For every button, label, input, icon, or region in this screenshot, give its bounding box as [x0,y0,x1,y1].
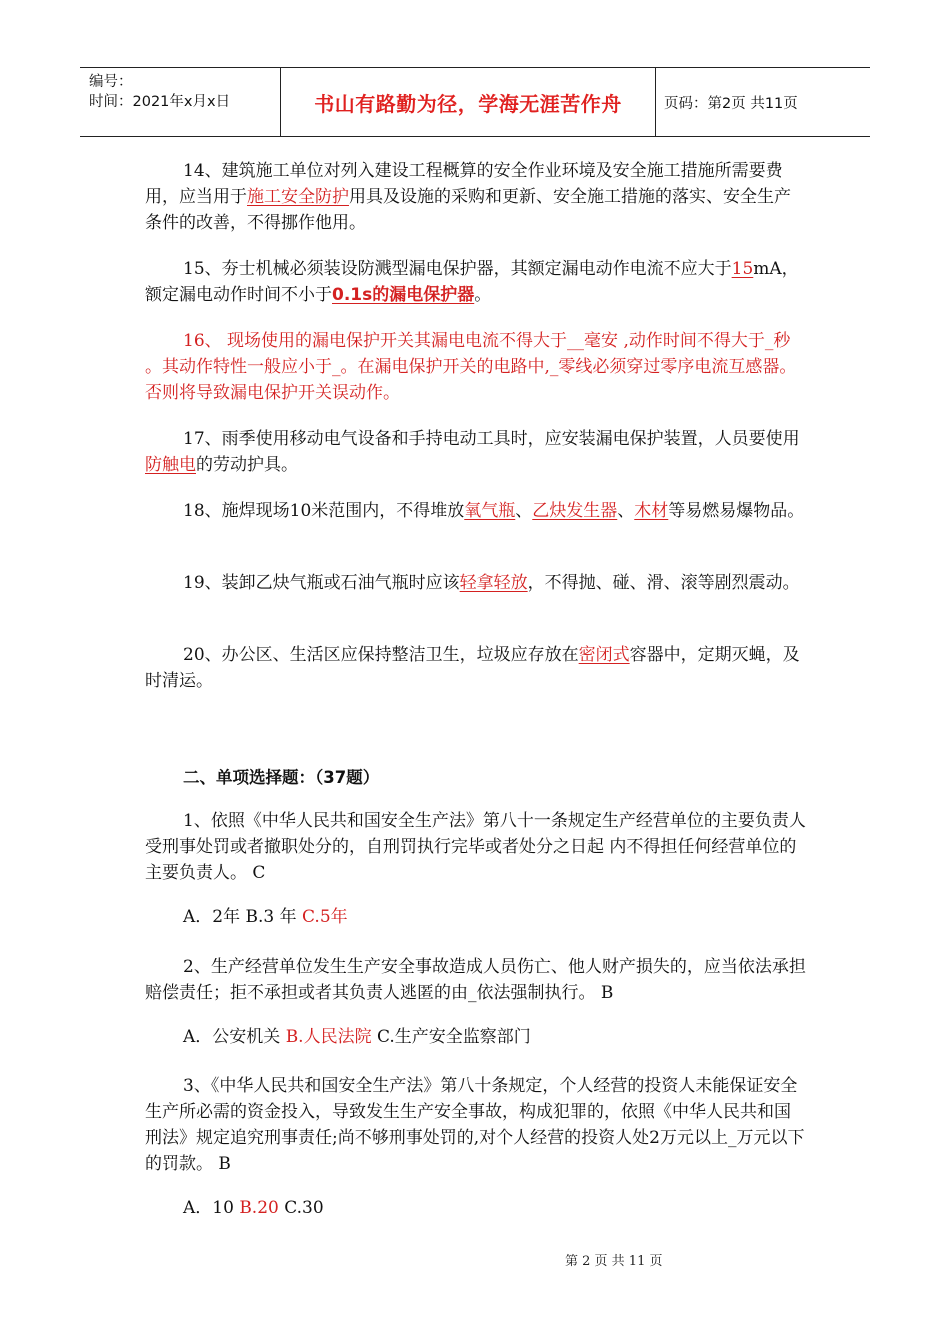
header-page-info: 页码：第2页 共11页 [664,95,798,112]
answer-18-acetylene: 乙炔发生器 [532,501,618,521]
question-18: 18、施焊现场10米范围内，不得堆放氧气瓶、乙炔发生器、木材等易燃易爆物品。 [183,501,805,521]
question-14: 14、建筑施工单位对列入建设工程概算的安全作业环境及安全施工措施所需要费用，应当用于施工安全防护用具及设施的采购和更新、安全施工措施的落实、安全生产条件的改善，不得挪作他用。 [145,161,791,233]
header-motto: 书山有路勤为径，学海无涯苦作舟 [281,68,656,136]
mc-options-3: A．10 B.20 C.30 [183,1198,324,1218]
question-16: 16、 现场使用的漏电保护开关其漏电电流不得大于__毫安 ,动作时间不得大于_秒 。其动作特性一般应小于_。在漏电保护开关的电路中,_零线必须穿过零序电流互感器。否则将导致漏电保护开关误动作。 [145,331,797,403]
mc-question-2: 2、生产经营单位发生生产安全事故造成人员伤亡、他人财产损失的，应当依法承担赔偿责任；拒不承担或者其负责人逃匿的由_依法强制执行。 B [145,957,806,1003]
question-17: 17、雨季使用移动电气设备和手持电动工具时，应安装漏电保护装置，人员要使用防触电的劳动护具。 [145,429,800,475]
mc-options-1: A．2年 B.3 年 C.5年 [183,907,348,927]
mc-options-2: A．公安机关 B.人民法院 C.生产安全监察部门 [183,1027,531,1047]
answer-14: 施工安全防护 [247,187,349,207]
answer-18-wood: 木材 [634,501,669,521]
page-header [80,67,870,137]
mc-question-3: 3、《中华人民共和国安全生产法》第八十条规定，个人经营的投资人未能保证安全生产所必需的资金投入，导致发生生产安全事故，构成犯罪的，依照《中华人民共和国刑法》规定追究刑事责任;尚不够刑事处罚的,对个人经营的投资人处2万元以上_万元以下的罚款。 B [145,1076,805,1174]
page-footer: 第 2 页 共 11 页 [565,1254,663,1269]
section-title: 二、单项选择题：（37题） [183,768,380,787]
question-19: 19、装卸乙炔气瓶或石油气瓶时应该轻拿轻放，不得抛、碰、滑、滚等剧烈震动。 [183,573,800,593]
answer-17: 防触电 [145,455,196,475]
answer-20: 密闭式 [578,645,630,665]
mc-answer-1: C.5年 [302,907,348,927]
question-15: 15、夯士机械必须装设防溅型漏电保护器，其额定漏电动作电流不应大于15mA，额定漏电动作时间不小于0.1s的漏电保护器。 [145,259,799,305]
answer-19: 轻拿轻放 [459,573,528,593]
mc-question-1: 1、依照《中华人民共和国安全生产法》第八十一条规定生产经营单位的主要负责人受刑事处罚或者撤职处分的，自刑罚执行完毕或者处分之日起 内不得担任何经营单位的主要负责人。 C [145,811,806,883]
mc-answer-2: B.人民法院 [285,1027,372,1047]
answer-18-oxygen: 氧气瓶 [464,501,516,521]
header-meta [80,68,281,136]
mc-answer-3: B.20 [239,1198,279,1218]
time-label: 时间：2021年x月x日 [89,94,231,110]
code-label: 编号： [89,74,133,90]
question-20: 20、办公区、生活区应保持整洁卫生，垃圾应存放在密闭式容器中，定期灭蝇，及时清运。 [145,645,800,691]
answer-15-device: 0.1s的漏电保护器 [332,285,475,305]
answer-15-current: 15 [731,259,754,279]
